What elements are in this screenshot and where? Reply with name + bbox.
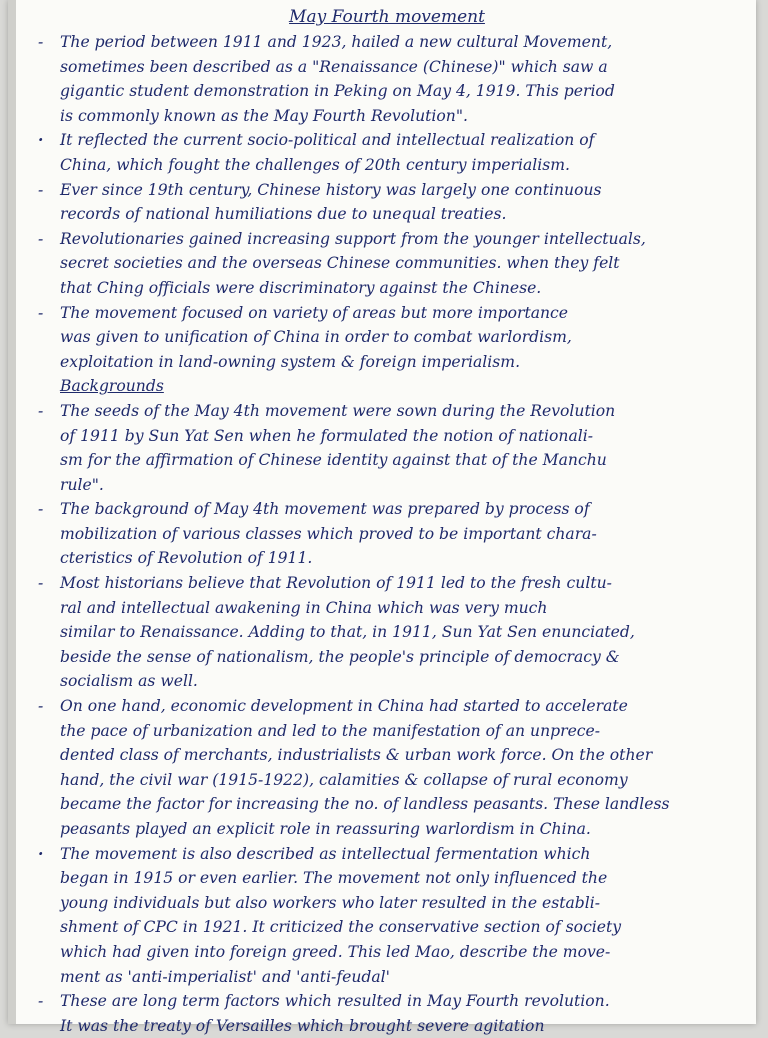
handwritten-notes <box>30 4 744 1038</box>
note-line: socialism as well. <box>60 672 198 691</box>
bullet-point <box>30 30 744 128</box>
bullet-point <box>30 989 744 1038</box>
note-line: - Most historians believe that Revolution of 1911 led to the fresh cultu- <box>30 571 744 596</box>
bullet-point <box>30 842 744 990</box>
note-line: beside the sense of nationalism, the people's principle of democracy & <box>60 647 620 666</box>
note-line: was given to unification of China in order to combat warlordism, <box>60 328 572 347</box>
note-line: began in 1915 or even earlier. The movement not only influenced the <box>60 869 608 888</box>
note-line: records of national humiliations due to unequal treaties. <box>60 205 507 224</box>
bullet-point <box>30 128 744 177</box>
note-line: - The period between 1911 and 1923, hailed a new cultural Movement, <box>30 30 744 55</box>
note-line: the pace of urbanization and led to the manifestation of an unprece- <box>60 721 601 740</box>
note-line: young individuals but also workers who later resulted in the establi- <box>60 893 601 912</box>
note-line: - Ever since 19th century, Chinese history was largely one continuous <box>30 178 744 203</box>
bullet-point <box>30 399 744 497</box>
note-line: became the factor for increasing the no. of landless peasants. These landless <box>60 795 670 814</box>
note-line: of 1911 by Sun Yat Sen when he formulated the notion of nationali- <box>60 426 594 445</box>
note-line: sometimes been described as a "Renaissance (Chinese)" which saw a <box>60 57 608 76</box>
note-line: - The seeds of the May 4th movement were sown during the Revolution <box>30 399 744 424</box>
note-line: exploitation in land-owning system & foreign imperialism. <box>60 352 521 371</box>
note-line: cteristics of Revolution of 1911. <box>60 549 313 568</box>
note-line: shment of CPC in 1921. It criticized the conservative section of society <box>60 918 622 937</box>
notebook-page <box>8 0 756 1035</box>
note-line: - The background of May 4th movement was prepared by process of <box>30 497 744 522</box>
page-title <box>30 4 744 30</box>
page-title-text: May Fourth movement <box>289 7 485 27</box>
section-heading-text: Backgrounds <box>60 377 164 396</box>
bullet-point <box>30 571 744 694</box>
note-line: It was the treaty of Versailles which brought severe agitation <box>60 1016 545 1035</box>
note-line: China, which fought the challenges of 20th century imperialism. <box>60 155 570 174</box>
note-line: that Ching officials were discriminatory against the Chinese. <box>60 278 542 297</box>
note-line: hand, the civil war (1915-1922), calamities & collapse of rural economy <box>60 770 628 789</box>
note-line: peasants played an explicit role in reassuring warlordism in China. <box>60 820 591 838</box>
bullet-point <box>30 497 744 571</box>
note-line: similar to Renaissance. Adding to that, in 1911, Sun Yat Sen enunciated, <box>60 623 635 642</box>
note-line: rule". <box>60 475 104 494</box>
note-line: - Revolutionaries gained increasing support from the younger intellectuals, <box>30 227 744 252</box>
note-line: - These are long term factors which resulted in May Fourth revolution. <box>30 989 744 1014</box>
bullet-point <box>30 694 744 842</box>
bullet-point <box>30 301 744 375</box>
note-line: - The movement focused on variety of areas but more importance <box>30 301 744 326</box>
note-line: is commonly known as the May Fourth Revolution". <box>60 106 468 125</box>
note-line: gigantic student demonstration in Peking on May 4, 1919. This period <box>60 82 615 101</box>
note-line: · The movement is also described as intellectual fermentation which <box>30 842 744 867</box>
note-line: - On one hand, economic development in China had started to accelerate <box>30 694 744 719</box>
note-line: secret societies and the overseas Chinese communities. when they felt <box>60 254 620 273</box>
note-line: · It reflected the current socio-political and intellectual realization of <box>30 128 744 153</box>
page-edge <box>8 0 16 1024</box>
note-line: ral and intellectual awakening in China which was very much <box>60 598 548 617</box>
note-line: sm for the affirmation of Chinese identity against that of the Manchu <box>60 451 607 470</box>
bullet-point <box>30 178 744 227</box>
section-heading <box>30 374 744 399</box>
note-line: which had given into foreign greed. This led Mao, describe the move- <box>60 942 611 961</box>
note-line: dented class of merchants, industrialists & urban work force. On the other <box>60 746 653 765</box>
note-line: ment as 'anti-imperialist' and 'anti-feudal' <box>60 967 390 986</box>
note-line: mobilization of various classes which proved to be important chara- <box>60 524 597 543</box>
bullet-point <box>30 227 744 301</box>
